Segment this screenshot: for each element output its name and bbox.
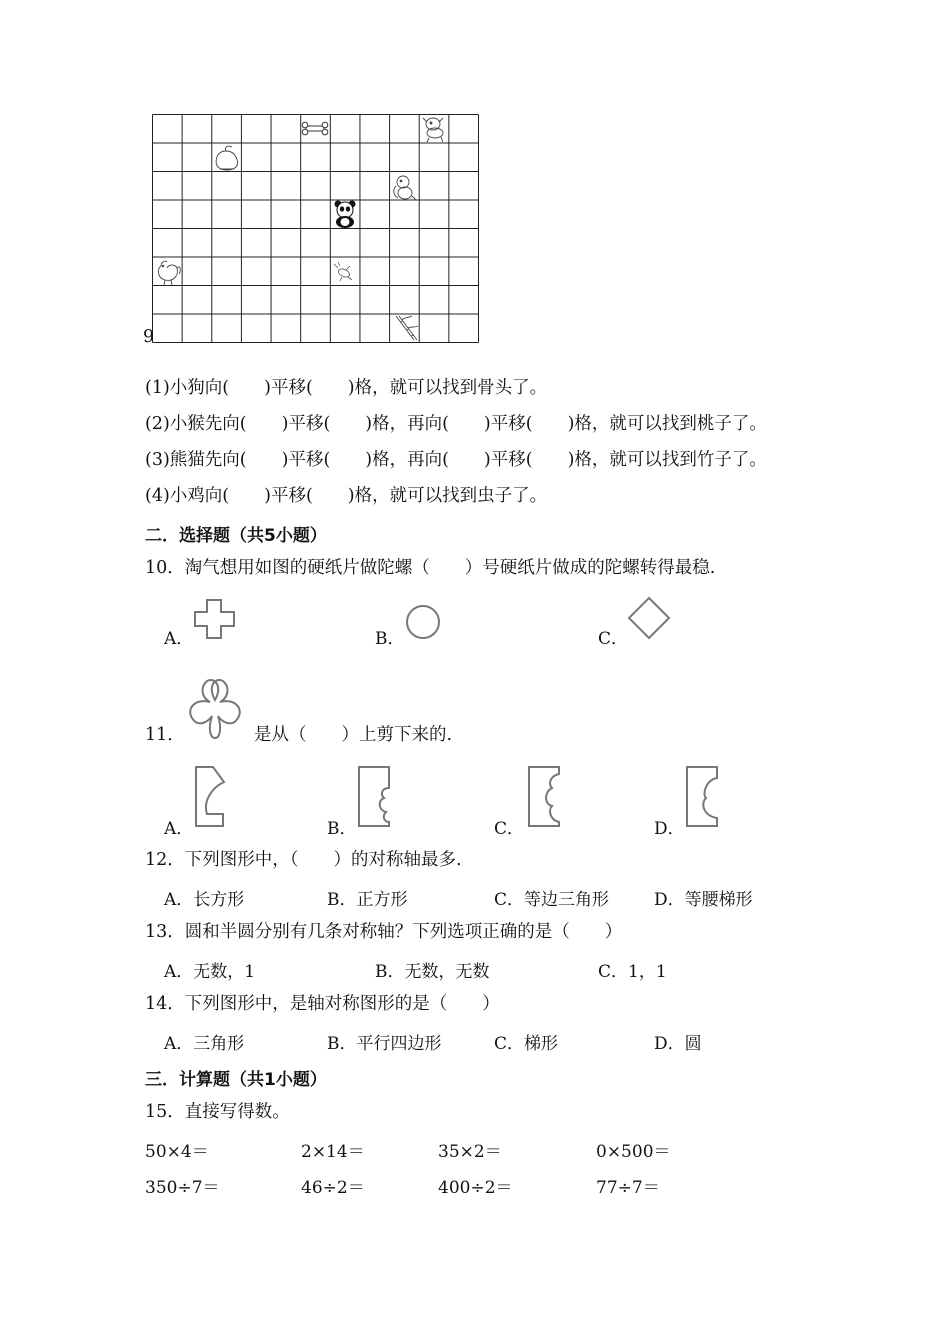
q12-option-b: B．正方形 xyxy=(327,890,408,910)
q11-option-c: C． xyxy=(494,819,525,839)
q9-sub4: (4)小鸡向( )平移( )格，就可以找到虫子了。 xyxy=(145,486,548,506)
q15-stem: 15．直接写得数。 xyxy=(145,1102,290,1122)
bone-icon xyxy=(302,122,328,135)
q14-option-b: B．平行四边形 xyxy=(327,1034,442,1054)
q10-stem: 10．淘气想用如图的硬纸片做陀螺（ ）号硬纸片做成的陀螺转得最稳. xyxy=(145,558,716,578)
q12-option-c: C．等边三角形 xyxy=(494,890,610,910)
q15-r1-c4: 0×500＝ xyxy=(596,1142,671,1162)
cut-paper-c-figure xyxy=(526,764,562,830)
q11-option-a: A． xyxy=(164,819,194,839)
translation-grid xyxy=(152,114,479,343)
peach-icon xyxy=(216,146,237,170)
q11-stem: 是从（ ）上剪下来的. xyxy=(254,725,453,745)
panda-icon xyxy=(335,201,356,229)
trefoil-shape-figure xyxy=(184,676,246,742)
q9-sub3: (3)熊猫先向( )平移( )格，再向( )平移( )格，就可以找到竹子了。 xyxy=(145,450,767,470)
q15-r2-c4: 77÷7＝ xyxy=(596,1178,660,1198)
grid-svg xyxy=(152,114,479,343)
q15-r2-c3: 400÷2＝ xyxy=(438,1178,513,1198)
bug-icon xyxy=(334,262,352,281)
cut-paper-b-figure xyxy=(356,764,392,830)
q9-sub1: (1)小狗向( )平移( )格，就可以找到骨头了。 xyxy=(145,378,548,398)
q13-option-a: A．无数，1 xyxy=(164,962,256,982)
q9-sub2: (2)小猴先向( )平移( )格，再向( )平移( )格，就可以找到桃子了。 xyxy=(145,414,767,434)
q15-r1-c3: 35×2＝ xyxy=(438,1142,502,1162)
q14-option-d: D．圆 xyxy=(654,1034,702,1054)
diamond-shape-figure xyxy=(627,596,671,640)
cross-shape-figure xyxy=(194,599,236,639)
q15-r1-c2: 2×14＝ xyxy=(301,1142,365,1162)
q9-number: 9 xyxy=(143,327,155,347)
q12-option-a: A．长方形 xyxy=(164,890,245,910)
cut-paper-d-figure xyxy=(684,764,720,830)
q15-r2-c2: 46÷2＝ xyxy=(301,1178,365,1198)
q14-stem: 14．下列图形中，是轴对称图形的是（ ） xyxy=(145,994,500,1014)
q12-option-d: D．等腰梯形 xyxy=(654,890,753,910)
circle-shape-figure xyxy=(404,603,442,641)
monkey-icon xyxy=(394,176,416,200)
q11-option-b: B． xyxy=(327,819,357,839)
chicken-icon xyxy=(158,261,180,285)
q10-option-c: C． xyxy=(598,629,629,649)
q11-prefix: 11． xyxy=(145,725,185,745)
q10-option-b: B． xyxy=(375,629,405,649)
q13-option-c: C．1，1 xyxy=(598,962,667,982)
grid-lines xyxy=(153,115,479,343)
q11-option-d: D． xyxy=(654,819,685,839)
section-3-title: 三．计算题（共1小题） xyxy=(145,1070,327,1090)
q15-r2-c1: 350÷7＝ xyxy=(145,1178,220,1198)
section-2-title: 二．选择题（共5小题） xyxy=(145,526,327,546)
q15-r1-c1: 50×4＝ xyxy=(145,1142,209,1162)
q10-option-a: A． xyxy=(164,629,194,649)
q13-stem: 13．圆和半圆分别有几条对称轴？下列选项正确的是（ ） xyxy=(145,922,623,942)
q14-option-c: C．梯形 xyxy=(494,1034,559,1054)
cut-paper-a-figure xyxy=(193,764,229,830)
q12-stem: 12．下列图形中，（ ）的对称轴最多. xyxy=(145,850,462,870)
bamboo-icon xyxy=(396,316,418,340)
q14-option-a: A．三角形 xyxy=(164,1034,245,1054)
dog-icon xyxy=(423,118,443,142)
q13-option-b: B．无数，无数 xyxy=(375,962,490,982)
